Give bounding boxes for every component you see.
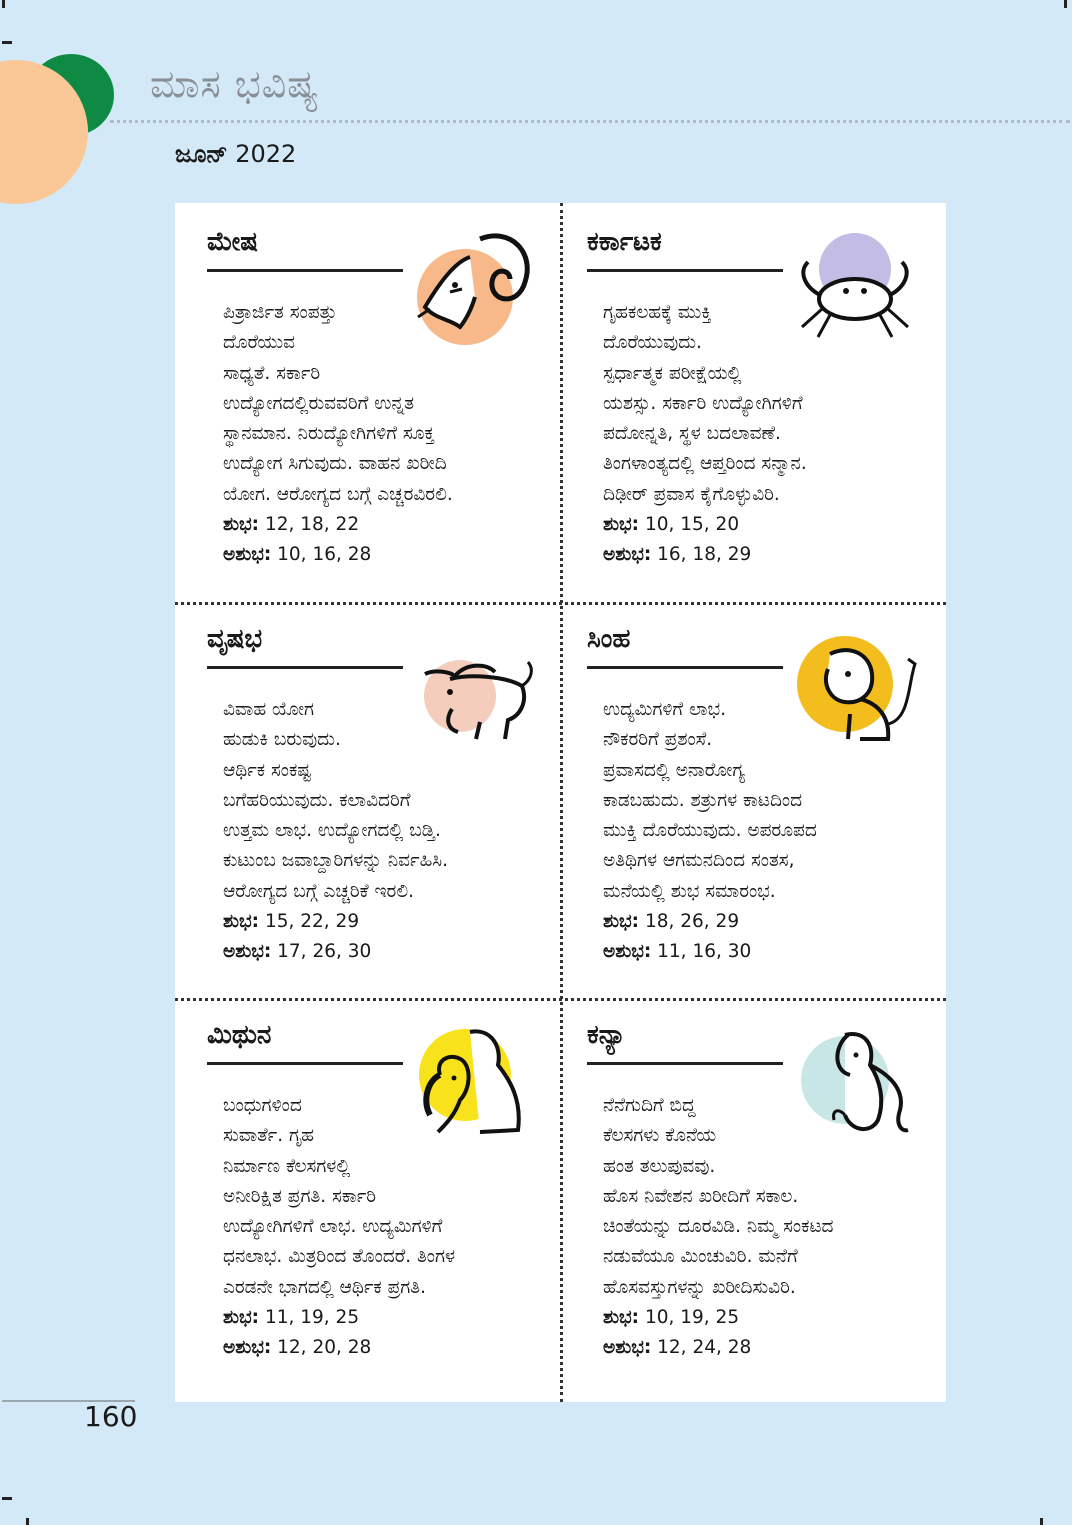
- sign-underline: [587, 269, 783, 272]
- prediction-line: ಎರಡನೇ ಭಾಗದಲ್ಲಿ ಆರ್ಥಿಕ ಪ್ರಗತಿ.: [223, 1276, 426, 1298]
- bad-dates: 12, 20, 28: [277, 1337, 372, 1359]
- good-dates: 12, 18, 22: [264, 514, 360, 535]
- good-dates: 18, 26, 29: [644, 911, 740, 932]
- sign-name: ಕರ್ಕಾಟಕ: [587, 227, 662, 257]
- sign-underline: [587, 666, 783, 669]
- prediction-line: ಪಿತ್ರಾರ್ಜಿತ ಸಂಪತ್ತು: [223, 302, 337, 323]
- sign-card-mesha: [175, 205, 560, 602]
- good-label: ಶುಭ:: [223, 1307, 260, 1328]
- prediction-line: ದೊರೆಯುವುದು.: [603, 332, 702, 354]
- good-dates: 11, 19, 25: [264, 1307, 360, 1328]
- lucky-dates: [603, 510, 751, 571]
- page-number: 160: [84, 1400, 138, 1433]
- sign-card-vrishabha: [175, 602, 560, 999]
- lucky-dates: [223, 1303, 371, 1364]
- prediction-line: ಹೊಸವಸ್ತುಗಳನ್ನು ಖರೀದಿಸುವಿರಿ.: [603, 1276, 796, 1298]
- month-year: 2022: [235, 140, 297, 168]
- prediction-line: ಉದ್ಯೋಗಿಗಳಿಗೆ ಲಾಭ. ಉದ್ಯಮಿಗಳಿಗೆ: [223, 1216, 443, 1238]
- prediction-line: ಹಂತ ತಲುಪುವವು.: [603, 1155, 716, 1177]
- prediction-line: ಯೋಗ. ಆರೋಗ್ಯದ ಬಗ್ಗೆ ಎಚ್ಚರವಿರಲಿ.: [223, 483, 453, 505]
- sign-card-karkataka: [555, 205, 940, 602]
- prediction-line: ಧನಲಾಭ. ಮಿತ್ರರಿಂದ ತೊಂದರೆ. ತಿಂಗಳ: [223, 1246, 456, 1268]
- bad-dates: 16, 18, 29: [657, 544, 752, 566]
- prediction-line: ನೆನೆಗುದಿಗೆ ಬಿದ್ದ: [603, 1095, 696, 1116]
- crop-mark: [26, 1518, 29, 1525]
- prediction-line: ದೊರೆಯುವ: [223, 332, 296, 354]
- lucky-dates: [603, 907, 751, 968]
- prediction-line: ಗೃಹಕಲಹಕ್ಕೆ ಮುಕ್ತಿ: [603, 302, 712, 323]
- prediction-line: ಆರ್ಥಿಕ ಸಂಕಷ್ಟ: [223, 759, 312, 781]
- good-label: ಶುಭ:: [603, 1307, 640, 1328]
- prediction-line: ವಿವಾಹ ಯೋಗ: [223, 699, 315, 720]
- prediction-line: ಸ್ಪರ್ಧಾತ್ಮಕ ಪರೀಕ್ಷೆಯಲ್ಲಿ: [603, 362, 742, 384]
- bad-dates: 12, 24, 28: [657, 1337, 752, 1359]
- sign-underline: [207, 269, 403, 272]
- prediction-line: ಉತ್ತಮ ಲಾಭ. ಉದ್ಯೋಗದಲ್ಲಿ ಬಡ್ತಿ.: [223, 820, 441, 842]
- bad-dates: 11, 16, 30: [657, 941, 752, 963]
- prediction-text: [223, 695, 550, 907]
- good-label: ಶುಭ:: [223, 911, 260, 932]
- sign-card-simha: [555, 602, 940, 999]
- prediction-line: ಮನೆಯಲ್ಲಿ ಶುಭ ಸಮಾರಂಭ.: [603, 880, 776, 902]
- bad-label: ಅಶುಭ:: [223, 941, 272, 963]
- bad-dates: 10, 16, 28: [277, 544, 372, 566]
- prediction-line: ಬಗೆಹರಿಯುವುದು. ಕಲಾವಿದರಿಗೆ: [223, 789, 411, 811]
- title-divider: [110, 120, 1070, 123]
- prediction-line: ಸ್ಥಾನಮಾನ. ನಿರುದ್ಯೋಗಿಗಳಿಗೆ ಸೂಕ್ತ: [223, 423, 435, 445]
- prediction-line: ಕೆಲಸಗಳು ಕೊನೆಯ: [603, 1125, 717, 1147]
- prediction-line: ಯಶಸ್ಸು. ಸರ್ಕಾರಿ ಉದ್ಯೋಗಿಗಳಿಗೆ: [603, 392, 803, 414]
- crop-mark: [1040, 1518, 1043, 1525]
- sign-underline: [207, 666, 403, 669]
- month-name: ಜೂನ್: [175, 140, 228, 168]
- bad-dates: 17, 26, 30: [277, 941, 372, 963]
- month-heading: [175, 140, 296, 168]
- prediction-line: ಹೊಸ ನಿವೇಶನ ಖರೀದಿಗೆ ಸಕಾಲ.: [603, 1185, 799, 1207]
- good-dates: 15, 22, 29: [264, 911, 360, 932]
- crop-mark: [2, 1497, 12, 1500]
- prediction-line: ಅತಿಥಿಗಳ ಆಗಮನದಿಂದ ಸಂತಸ,: [603, 850, 795, 872]
- prediction-line: ಅನೀರಿಕ್ಷಿತ ಪ್ರಗತಿ. ಸರ್ಕಾರಿ: [223, 1185, 377, 1207]
- prediction-line: ನಿರ್ಮಾಣ ಕೆಲಸಗಳಲ್ಲಿ: [223, 1155, 351, 1177]
- prediction-line: ಪ್ರವಾಸದಲ್ಲಿ ಅನಾರೋಗ್ಯ: [603, 759, 745, 781]
- good-label: ಶುಭ:: [603, 911, 640, 932]
- crop-mark: [2, 0, 5, 8]
- prediction-line: ದಿಢೀರ್ ಪ್ರವಾಸ ಕೈಗೊಳ್ಳುವಿರಿ.: [603, 483, 780, 505]
- prediction-line: ಚಿಂತೆಯನ್ನು ದೂರವಿಡಿ. ನಿಮ್ಮ ಸಂಕಟದ: [603, 1216, 834, 1238]
- prediction-line: ಹುಡುಕಿ ಬರುವುದು.: [223, 729, 341, 751]
- prediction-line: ತಿಂಗಳಾಂತ್ಯದಲ್ಲಿ ಆಪ್ತರಿಂದ ಸನ್ಮಾನ.: [603, 453, 807, 475]
- bad-label: ಅಶುಭ:: [223, 1337, 272, 1359]
- lucky-dates: [223, 907, 371, 968]
- prediction-line: ಕಾಡಬಹುದು. ಶತ್ರುಗಳ ಕಾಟದಿಂದ: [603, 789, 803, 811]
- bad-label: ಅಶುಭ:: [223, 544, 272, 566]
- section-title: ಮಾಸ ಭವಿಷ್ಯ: [150, 62, 320, 106]
- bad-label: ಅಶುಭ:: [603, 941, 652, 963]
- lucky-dates: [603, 1303, 751, 1364]
- prediction-line: ಉದ್ಯಮಿಗಳಿಗೆ ಲಾಭ.: [603, 699, 727, 720]
- sign-card-mithuna: [175, 998, 560, 1395]
- crop-mark: [1064, 0, 1067, 8]
- prediction-line: ಮುಕ್ತಿ ದೊರೆಯುವುದು. ಅಪರೂಪದ: [603, 820, 817, 842]
- prediction-text: [223, 1091, 550, 1303]
- sign-underline: [207, 1062, 403, 1065]
- prediction-text: [603, 1091, 930, 1303]
- sign-name: ಮೇಷ: [207, 227, 258, 257]
- sign-name: ಸಿಂಹ: [587, 624, 631, 654]
- bad-label: ಅಶುಭ:: [603, 1337, 652, 1359]
- sign-name: ಮಿಥುನ: [207, 1020, 272, 1050]
- bad-label: ಅಶುಭ:: [603, 544, 652, 566]
- lucky-dates: [223, 510, 371, 571]
- prediction-text: [603, 298, 930, 510]
- prediction-text: [603, 695, 930, 907]
- prediction-line: ಆರೋಗ್ಯದ ಬಗ್ಗೆ ಎಚ್ಚರಿಕೆ ಇರಲಿ.: [223, 880, 415, 902]
- prediction-line: ಕುಟುಂಬ ಜವಾಬ್ದಾರಿಗಳನ್ನು ನಿರ್ವಹಿಸಿ.: [223, 850, 448, 872]
- prediction-line: ಪದೋನ್ನತಿ, ಸ್ಥಳ ಬದಲಾವಣೆ.: [603, 423, 781, 445]
- prediction-text: [223, 298, 550, 510]
- prediction-line: ಉದ್ಯೋಗದಲ್ಲಿರುವವರಿಗೆ ಉನ್ನತ: [223, 392, 414, 414]
- good-label: ಶುಭ:: [603, 514, 640, 535]
- prediction-line: ಸುವಾರ್ತೆ. ಗೃಹ: [223, 1125, 314, 1147]
- good-dates: 10, 19, 25: [644, 1307, 740, 1328]
- good-label: ಶುಭ:: [223, 514, 260, 535]
- prediction-line: ನೌಕರರಿಗೆ ಪ್ರಶಂಸೆ.: [603, 729, 713, 751]
- good-dates: 10, 15, 20: [644, 514, 740, 535]
- prediction-line: ಉದ್ಯೋಗ ಸಿಗುವುದು. ವಾಹನ ಖರೀದಿ: [223, 453, 447, 475]
- sign-underline: [587, 1062, 783, 1065]
- sign-card-kanya: [555, 998, 940, 1395]
- prediction-line: ಬಂಧುಗಳಿಂದ: [223, 1095, 302, 1116]
- prediction-line: ಸಾಧ್ಯತೆ. ಸರ್ಕಾರಿ: [223, 362, 321, 384]
- crop-mark: [2, 41, 12, 44]
- prediction-line: ನಡುವೆಯೂ ಮಿಂಚುವಿರಿ. ಮನೆಗೆ: [603, 1246, 798, 1268]
- sign-name: ಕನ್ಯಾ: [587, 1020, 626, 1050]
- sign-name: ವೃಷಭ: [207, 624, 263, 654]
